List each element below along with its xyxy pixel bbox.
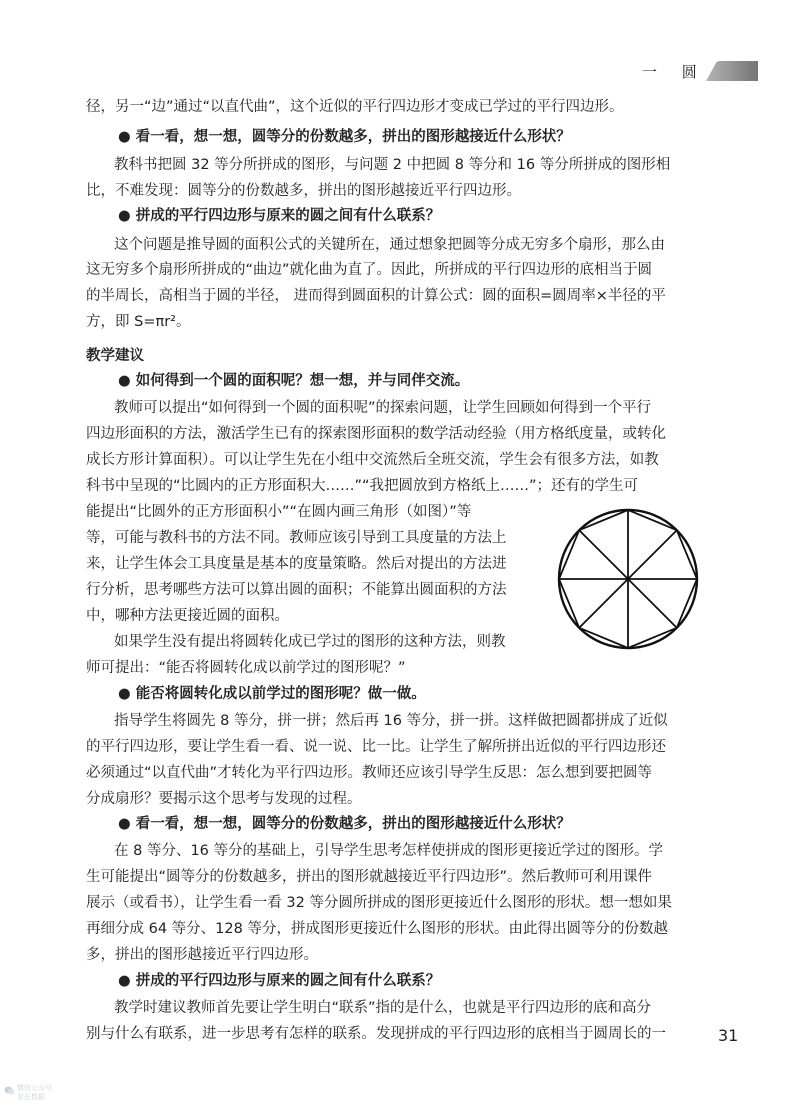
paragraph-line: 教师可以提出“如何得到一个圆的面积呢”的探索问题，让学生回顾如何得到一个平行 xyxy=(114,400,652,416)
question-heading: ● 看一看，想一想，圆等分的份数越多，拼出的图形越接近什么形状？ xyxy=(118,129,571,145)
paragraph-line: 四边形面积的方法，激活学生已有的探索图形面积的数学活动经验（用方格纸度量，或转化 xyxy=(86,426,666,442)
question-heading: ● 如何得到一个圆的面积呢？想一想，并与同伴交流。 xyxy=(118,373,470,389)
paragraph-line: 径，另一“边”通过“以直代曲”，这个近似的平行四边形才变成已学过的平行四边形。 xyxy=(86,99,624,115)
watermark-line: 微信公众号 xyxy=(17,1084,52,1092)
polygon-edge xyxy=(677,579,697,628)
paragraph-line: 教学时建议教师首先要让学生明白“联系”指的是什么，也就是平行四边形的底和高分 xyxy=(114,1000,652,1016)
polygon-edge xyxy=(628,510,677,530)
paragraph-line: 的平行四边形，要让学生看一看、说一说、比一比。让学生了解所拼出近似的平行四边形还 xyxy=(86,739,666,755)
paragraph-line: 等，可能与教科书的方法不同。教师应该引导到工具度量的方法上 xyxy=(86,530,507,546)
formula-line: 方，即 S=πr²。 xyxy=(86,314,191,330)
paragraph-line: 再细分成 64 等分、128 等分，拼成图形更接近什么图形的形状。由此得出圆等分的份数越 xyxy=(86,921,668,937)
paragraph-line: 科书中呈现的“比圆内的正方形面积大……”“我把圆放到方格纸上……”；还有的学生可 xyxy=(86,478,639,494)
paragraph-line: 这无穷多个扇形所拼成的“曲边”就化曲为直了。因此，所拼成的平行四边形的底相当于圆 xyxy=(86,262,653,278)
paragraph-line: 成长方形计算面积）。可以让学生先在小组中交流然后全班交流，学生会有很多方法，如教 xyxy=(86,452,659,468)
wechat-icon xyxy=(4,1085,15,1096)
section-title: 教学建议 xyxy=(86,348,144,364)
paragraph-line: 行分析，思考哪些方法可以算出圆的面积；不能算出圆面积的方法 xyxy=(86,582,507,598)
question-heading: ● 能否将圆转化成以前学过的图形呢？做一做。 xyxy=(118,686,426,702)
paragraph-line: 教科书把圆 32 等分所拼成的图形，与问题 2 中把圆 8 等分和 16 等分所拼成的图形相 xyxy=(114,157,671,173)
paragraph-line: 生可能提出“圆等分的份数越多，拼出的图形就越接近平行四边形”。然后教师可利用课件 xyxy=(86,869,653,885)
paragraph-line: 如果学生没有提出将圆转化成已学过的图形的这种方法，则教 xyxy=(114,634,506,650)
paragraph-line: 的半周长，高相当于圆的半径， 进而得到圆面积的计算公式：圆的面积=圆周率×半径的平 xyxy=(86,288,666,304)
paragraph-line: 指导学生将圆先 8 等分，拼一拼；然后再 16 等分，拼一拼。这样做把圆都拼成了近似 xyxy=(114,713,668,729)
paragraph-line: 在 8 等分、16 等分的基础上，引导学生思考怎样使拼成的图形更接近学过的图形。学 xyxy=(114,843,664,859)
paragraph-line: 别与什么有联系，进一步思考有怎样的联系。发现拼成的平行四边形的底相当于圆周长的一 xyxy=(86,1026,666,1042)
paragraph-line: 能提出“比圆外的正方形面积小”“在圆内画三角形（如图）”等 xyxy=(86,504,472,520)
question-heading: ● 拼成的平行四边形与原来的圆之间有什么联系？ xyxy=(118,973,441,989)
page-number: 31 xyxy=(718,1026,739,1045)
question-heading: ● 拼成的平行四边形与原来的圆之间有什么联系？ xyxy=(118,208,441,224)
paragraph-line: 中，哪种方法更接近圆的面积。 xyxy=(86,608,289,624)
polygon-edge xyxy=(579,628,628,648)
paragraph-line: 比，不难发现：圆等分的份数越多，拼出的图形越接近平行四边形。 xyxy=(86,183,521,199)
paragraph-line: 分成扇形？要揭示这个思考与发现的过程。 xyxy=(86,791,362,807)
polygon-edge xyxy=(559,530,579,579)
circle-octagon-figure xyxy=(556,507,700,651)
chapter-tab xyxy=(702,61,758,81)
polygon-edge xyxy=(579,510,628,530)
watermark-line: 家长数据 xyxy=(17,1093,45,1101)
question-heading: ● 看一看，想一想，圆等分的份数越多，拼出的图形越接近什么形状？ xyxy=(118,816,571,832)
paragraph-line: 师可提出：“能否将圆转化成以前学过的图形呢？” xyxy=(86,660,406,676)
paragraph-line: 展示（或看书），让学生看一看 32 等分圆所拼成的图形更接近什么图形的形状。想一想如果 xyxy=(86,895,672,911)
paragraph-line: 必须通过“以直代曲”才转化为平行四边形。教师还应该引导学生反思：怎么想到要把圆等 xyxy=(86,765,653,781)
polygon-edge xyxy=(559,579,579,628)
paragraph-line: 多，拼出的图形越接近平行四边形。 xyxy=(86,947,318,963)
paragraph-line: 来，让学生体会工具度量是基本的度量策略。然后对提出的方法进 xyxy=(86,556,507,572)
chapter-title: 一 圆 xyxy=(642,63,707,81)
polygon-edge xyxy=(677,530,697,579)
paragraph-line: 这个问题是推导圆的面积公式的关键所在，通过想象把圆等分成无穷多个扇形，那么由 xyxy=(114,237,665,253)
polygon-edge xyxy=(628,628,677,648)
